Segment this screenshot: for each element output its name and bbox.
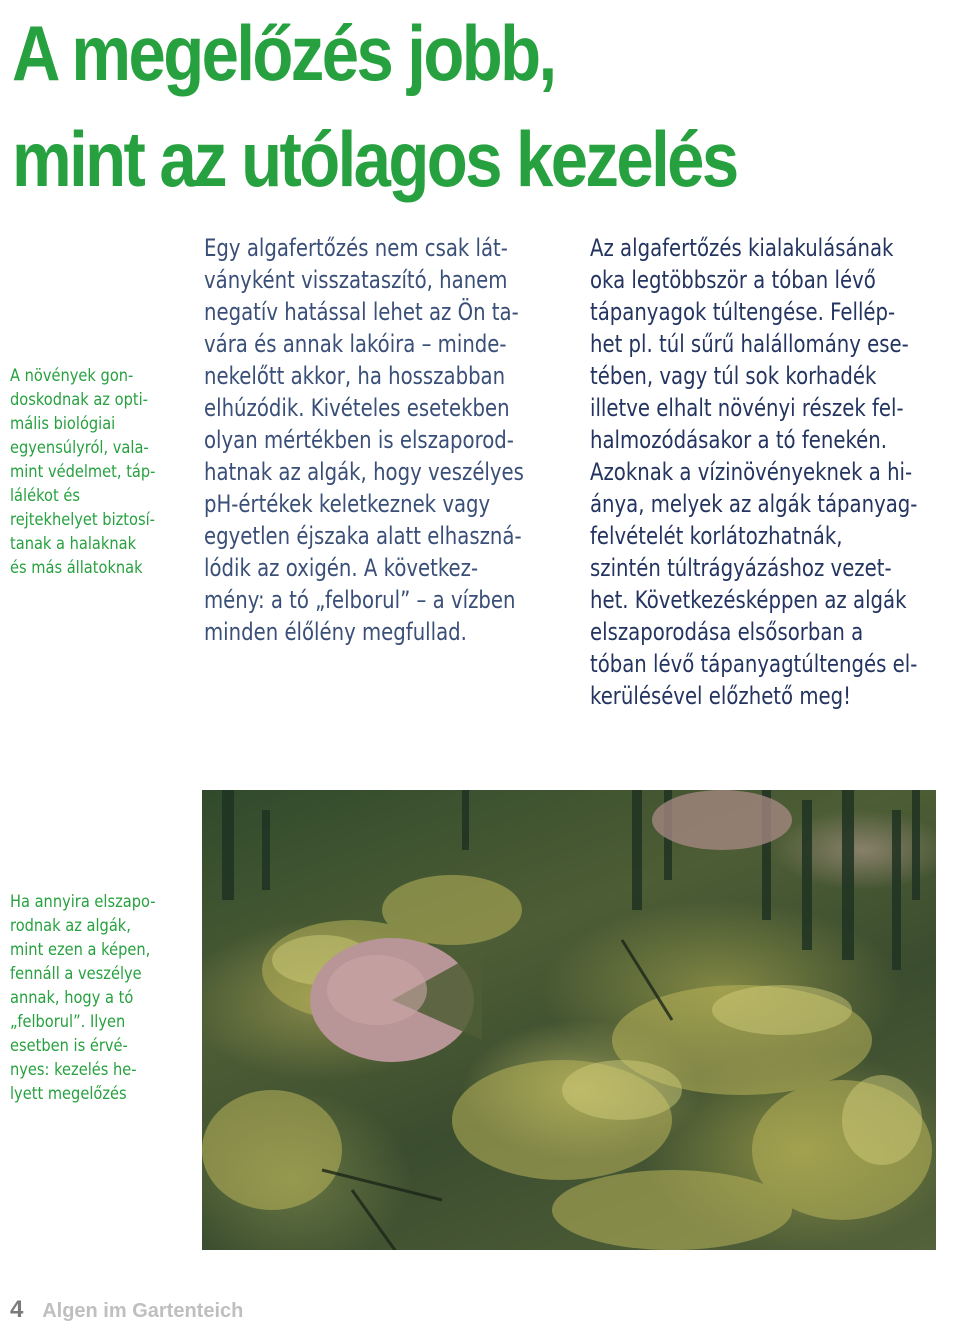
body-line: Az algafertőzés kialakulásának (590, 234, 894, 262)
caption-line: és más állatoknak (10, 558, 143, 578)
body-line: nekelőtt akkor, ha hosszabban (204, 362, 506, 390)
title-line-2: mint az utólagos kezelés (12, 115, 737, 203)
body-line: tóban lévő tápanyagtúltengés el- (590, 650, 918, 678)
body-line: hatnak az algák, hogy veszélyes (204, 458, 524, 486)
body-line: tében, vagy túl sok korhadék (590, 362, 877, 390)
body-line: halmozódásakor a tó fenekén. (590, 426, 888, 454)
body-line: kerülésével előzhető meg! (590, 682, 851, 710)
caption-line: A növények gon- (10, 366, 134, 386)
caption-line: „felborul”. Ilyen (10, 1012, 126, 1032)
caption-line: egyensúlyról, vala- (10, 438, 149, 458)
page-footer (10, 1296, 243, 1324)
page-title (12, 0, 737, 212)
caption-line: nyes: kezelés he- (10, 1060, 137, 1080)
body-line: illetve elhalt növényi részek fel- (590, 394, 904, 422)
page-number: 4 (10, 1296, 24, 1323)
caption-line: rodnak az algák, (10, 916, 131, 936)
caption-line: rejtekhelyet biztosí- (10, 510, 155, 530)
running-title: Algen im Gartenteich (42, 1300, 244, 1322)
body-line: elhúzódik. Kivételes esetekben (204, 394, 510, 422)
algae-patches (202, 875, 932, 1250)
caption-line: Ha annyira elszapo- (10, 892, 156, 912)
body-line: mény: a tó „felborul” – a vízben (204, 586, 516, 614)
floating-leaf (652, 790, 792, 850)
caption-line: fennáll a veszélye (10, 964, 142, 984)
side-caption-top (10, 364, 156, 580)
pond-algae-photo (202, 790, 936, 1250)
body-line: het pl. túl sűrű halállomány ese- (590, 330, 909, 358)
body-line: ánya, melyek az algák tápanyag- (590, 490, 918, 518)
caption-line: doskodnak az opti- (10, 390, 148, 410)
caption-line: mint ezen a képen, (10, 940, 151, 960)
body-line: vára és annak lakóira – minde- (204, 330, 507, 358)
body-column-right (590, 232, 918, 712)
body-line: minden élőlény megfullad. (204, 618, 467, 646)
body-line: lódik az oxigén. A következ- (204, 554, 479, 582)
body-line: Azoknak a vízinövényeknek a hi- (590, 458, 913, 486)
caption-line: annak, hogy a tó (10, 988, 134, 1008)
body-line: pH-értékek keletkeznek vagy (204, 490, 491, 518)
caption-line: esetben is érvé- (10, 1036, 128, 1056)
lily-pad (310, 938, 482, 1062)
caption-line: tanak a halaknak (10, 534, 137, 554)
body-line: olyan mértékben is elszaporod- (204, 426, 514, 454)
body-line: elszaporodása elsősorban a (590, 618, 864, 646)
body-line: het. Következésképpen az algák (590, 586, 907, 614)
body-line: szintén túltrágyázáshoz vezet- (590, 554, 892, 582)
body-line: tápanyagok túltengése. Fellép- (590, 298, 896, 326)
body-line: ványként visszataszító, hanem (204, 266, 508, 294)
caption-line: mális biológiai (10, 414, 116, 434)
body-line: oka legtöbbször a tóban lévő (590, 266, 876, 294)
body-line: felvételét korlátozhatnák, (590, 522, 843, 550)
body-column-middle (204, 232, 524, 648)
caption-line: mint védelmet, táp- (10, 462, 156, 482)
caption-line: lálékot és (10, 486, 80, 506)
side-caption-bottom (10, 890, 156, 1106)
caption-line: lyett megelőzés (10, 1084, 127, 1104)
body-line: negatív hatással lehet az Ön ta- (204, 298, 519, 326)
title-line-1: A megelőzés jobb, (12, 9, 555, 97)
body-line: egyetlen éjszaka alatt elhaszná- (204, 522, 522, 550)
pond-photo-illustration (202, 790, 936, 1250)
body-line: Egy algafertőzés nem csak lát- (204, 234, 508, 262)
